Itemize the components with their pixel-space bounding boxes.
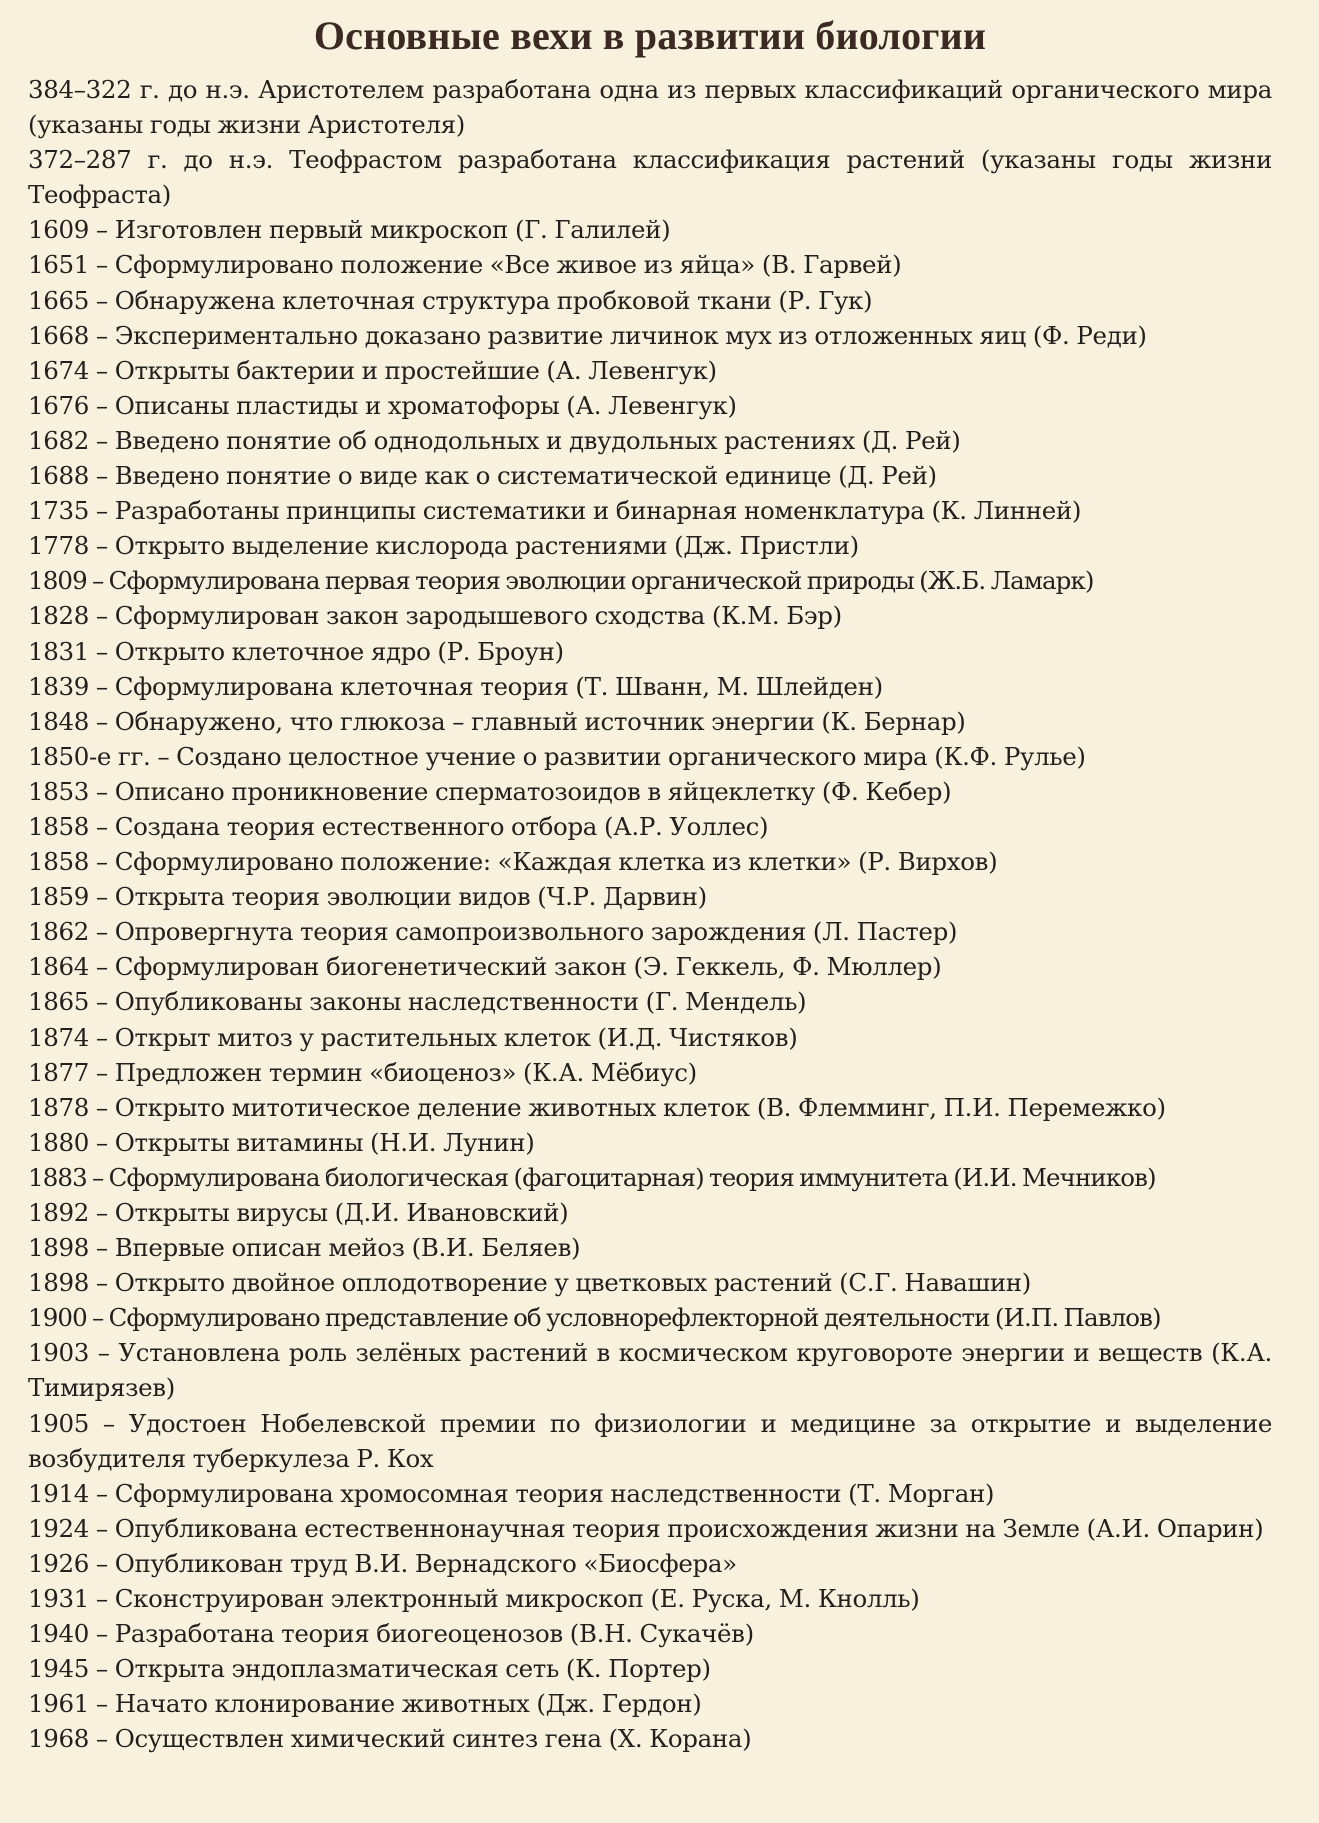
milestone-entry: 1874 – Открыт митоз у растительных клеток (И.Д. Чистяков) — [28, 1022, 798, 1052]
milestone-entry: 1945 – Открыта эндоплазматическая сеть (К. Портер) — [28, 1654, 711, 1684]
milestone-entry: 1905 – Удостоен Нобелевской премии по физиологии и медицине за открытие и выделение возбудителя туберкулеза Р. Кох — [28, 1408, 1272, 1473]
milestone-entry: 1735 – Разработаны принципы систематики и бинарная номенклатура (К. Линней) — [28, 496, 1082, 526]
milestone-entry: 1892 – Открыты вирусы (Д.И. Ивановский) — [28, 1198, 569, 1227]
milestone-entry: 1878 – Открыто митотическое деление животных клеток (В. Флемминг, П.И. Перемежко) — [28, 1092, 1166, 1122]
milestone-entry: 1903 – Установлена роль зелёных растений в космическом круговороте энергии и веществ (К.А. Тимирязев) — [28, 1338, 1272, 1403]
milestone-entry: 1931 – Сконструирован электронный микроскоп (Е. Руска, М. Кнолль) — [28, 1584, 920, 1614]
milestone-entry: 1961 – Начато клонирование животных (Дж. Гердон) — [28, 1689, 702, 1719]
milestones-list — [28, 72, 1272, 1757]
milestone-entry: 1688 – Введено понятие о виде как о систематической единице (Д. Рей) — [28, 461, 937, 491]
milestone-entry: 1609 – Изготовлен первый микроскоп (Г. Галилей) — [28, 215, 671, 245]
milestone-entry: 1862 – Опровергнута теория самопроизвольного зарождения (Л. Пастер) — [28, 917, 958, 947]
milestone-entry: 1676 – Описаны пластиды и хроматофоры (А. Левенгук) — [28, 390, 737, 420]
milestone-entry: 1877 – Предложен термин «биоценоз» (К.А. Мёбиус) — [28, 1057, 697, 1087]
milestone-entry: 1809 – Сформулирована первая теория эволюции органической природы (Ж.Б. Ламарк) — [28, 566, 1094, 596]
milestone-entry: 1883 – Сформулирована биологическая (фагоцитарная) теория иммунитета (И.И. Мечников) — [28, 1162, 1156, 1192]
milestone-entry: 1914 – Сформулирована хромосомная теория наследственности (Т. Морган) — [28, 1478, 995, 1508]
milestone-entry: 1682 – Введено понятие об однодольных и двудольных растениях (Д. Рей) — [28, 425, 961, 455]
milestone-entry: 1850-е гг. – Создано целостное учение о развитии органического мира (К.Ф. Рулье) — [28, 741, 1086, 771]
milestone-entry: 1859 – Открыта теория эволюции видов (Ч.Р. Дарвин) — [28, 882, 707, 912]
milestone-entry: 1898 – Впервые описан мейоз (В.И. Беляев) — [28, 1233, 581, 1263]
milestone-entry: 1926 – Опубликован труд В.И. Вернадского «Биосфера» — [28, 1548, 737, 1578]
milestone-entry: 1848 – Обнаружено, что глюкоза – главный источник энергии (К. Бернар) — [28, 706, 966, 736]
milestone-entry: 1940 – Разработана теория биогеоценозов (В.Н. Сукачёв) — [28, 1619, 754, 1649]
milestone-entry: 1858 – Сформулировано положение: «Каждая клетка из клетки» (Р. Вирхов) — [28, 847, 998, 877]
milestone-entry: 1853 – Описано проникновение сперматозоидов в яйцеклетку (Ф. Кебер) — [28, 776, 952, 806]
milestone-entry: 1665 – Обнаружена клеточная структура пробковой ткани (Р. Гук) — [28, 285, 873, 315]
milestone-entry: 384–322 г. до н.э. Аристотелем разработана одна из первых классификаций органического мира (указаны годы жизни Аристотеля) — [28, 75, 1272, 140]
milestone-entry: 1968 – Осуществлен химический синтез гена (Х. Корана) — [28, 1724, 752, 1754]
milestone-entry: 372–287 г. до н.э. Теофрастом разработана классификация растений (указаны годы жизни Теофраста) — [28, 145, 1272, 210]
milestone-entry: 1898 – Открыто двойное оплодотворение у цветковых растений (С.Г. Навашин) — [28, 1268, 1031, 1298]
milestone-entry: 1831 – Открыто клеточное ядро (Р. Броун) — [28, 636, 564, 666]
milestone-entry: 1900 – Сформулировано представление об условнорефлекторной деятельности (И.П. Павлов) — [28, 1303, 1161, 1333]
milestone-entry: 1865 – Опубликованы законы наследственности (Г. Мендель) — [28, 987, 807, 1017]
milestone-entry: 1880 – Открыты витамины (Н.И. Лунин) — [28, 1127, 535, 1157]
page-title: Основные вехи в развитии биологии — [313, 13, 987, 58]
milestone-entry: 1924 – Опубликована естественнонаучная теория происхождения жизни на Земле (А.И. Опарин) — [28, 1513, 1264, 1543]
milestone-entry: 1651 – Сформулировано положение «Все живое из яйца» (В. Гарвей) — [28, 250, 902, 280]
milestone-entry: 1778 – Открыто выделение кислорода растениями (Дж. Пристли) — [28, 531, 859, 561]
milestone-entry: 1674 – Открыты бактерии и простейшие (А. Левенгук) — [28, 355, 717, 385]
milestone-entry: 1668 – Экспериментально доказано развитие личинок мух из отложенных яиц (Ф. Реди) — [28, 320, 1147, 350]
milestone-entry: 1839 – Сформулирована клеточная теория (Т. Шванн, М. Шлейден) — [28, 671, 883, 701]
milestone-entry: 1864 – Сформулирован биогенетический закон (Э. Геккель, Ф. Мюллер) — [28, 952, 942, 982]
milestone-entry: 1828 – Сформулирован закон зародышевого сходства (К.М. Бэр) — [28, 601, 842, 631]
milestone-entry: 1858 – Создана теория естественного отбора (А.Р. Уоллес) — [28, 811, 769, 841]
